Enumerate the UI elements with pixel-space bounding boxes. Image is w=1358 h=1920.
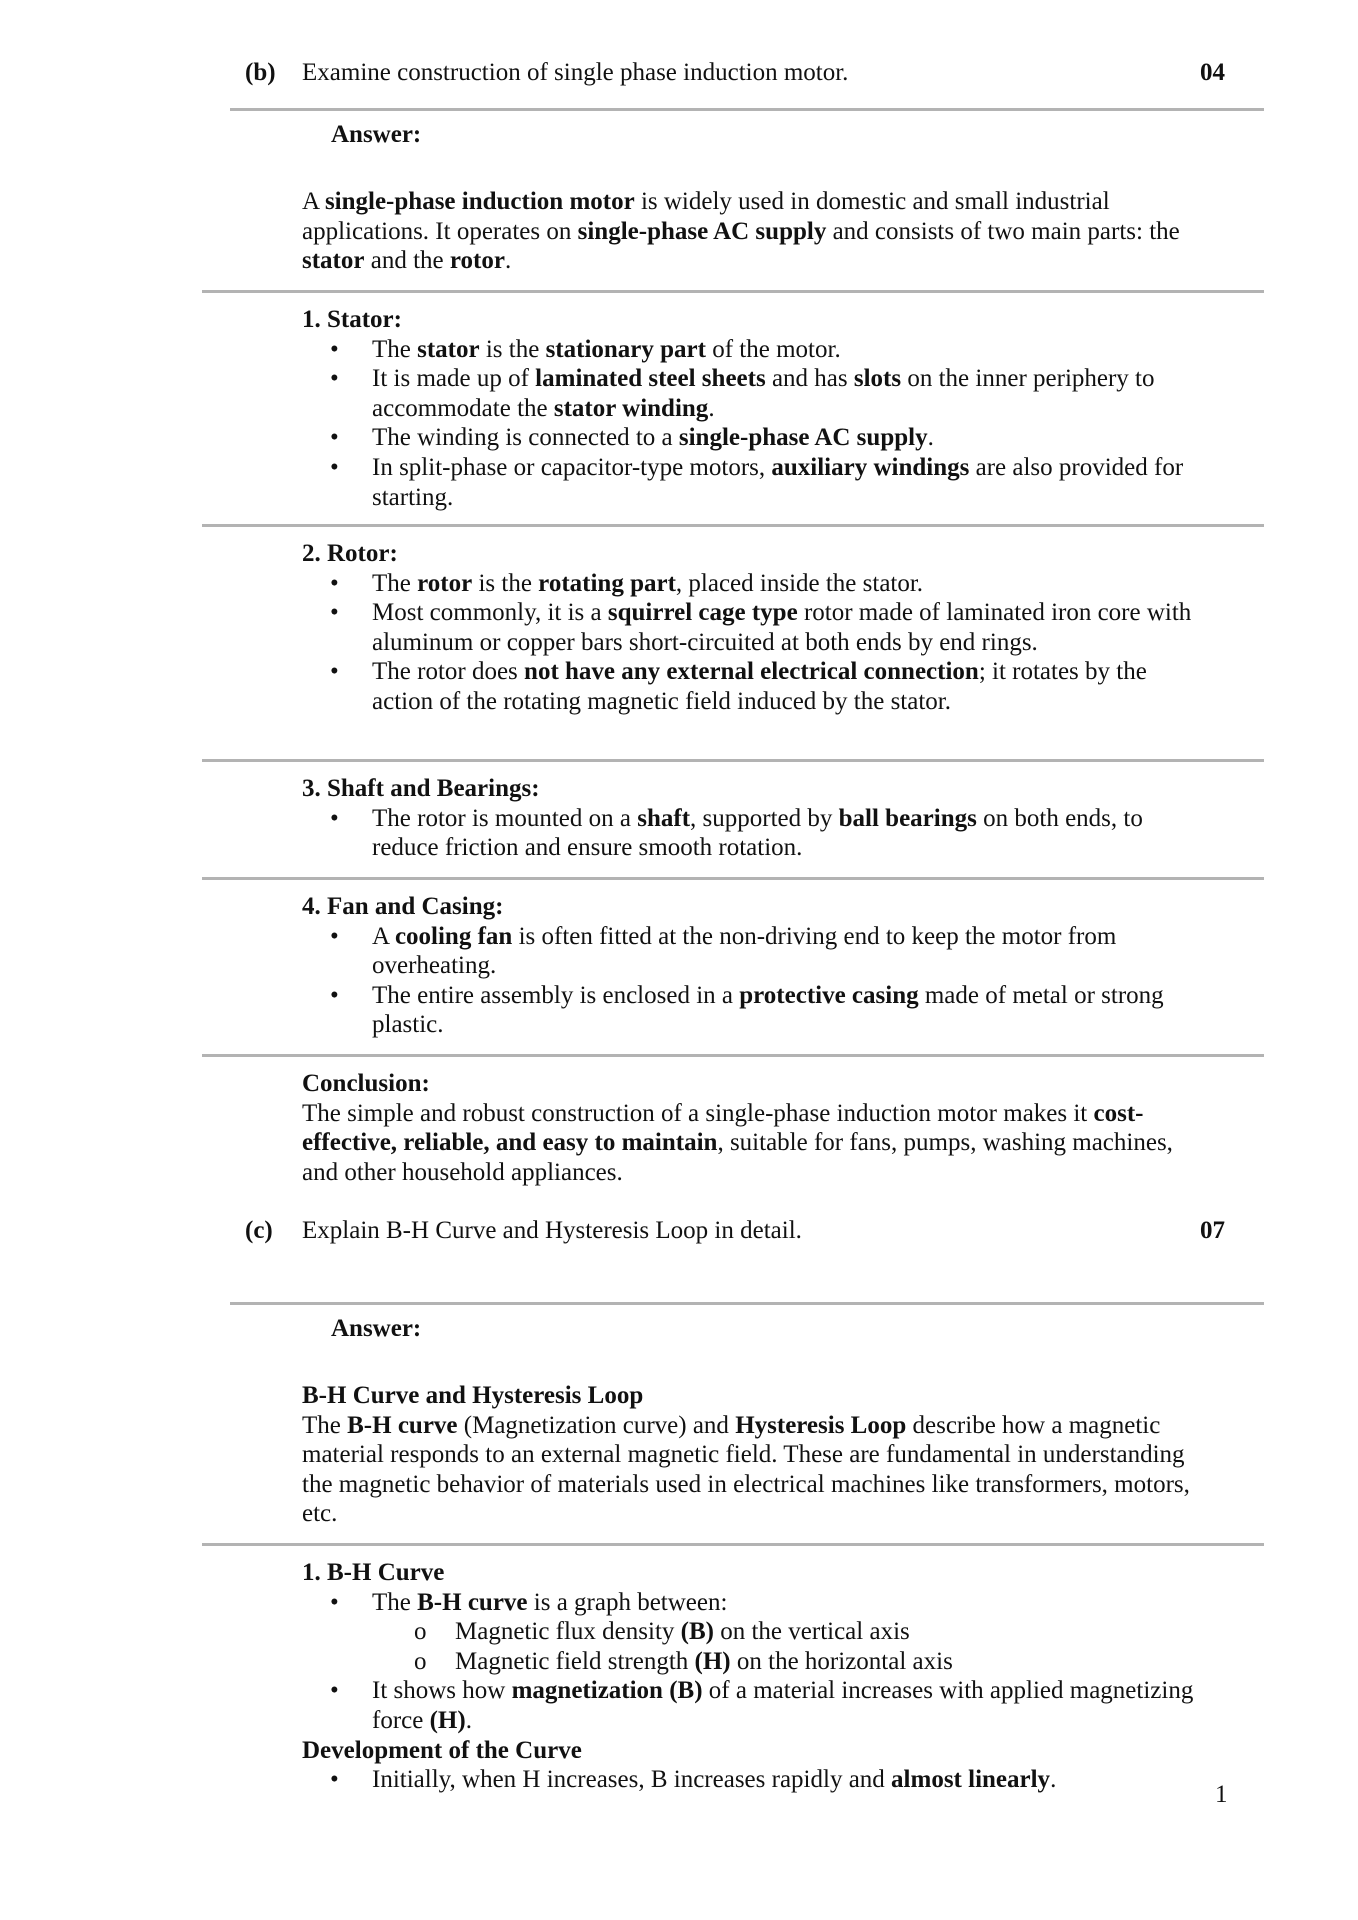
- bullet-list: [302, 922, 1202, 1040]
- bullet-list: [302, 1676, 1202, 1735]
- section-stator: [302, 305, 1202, 512]
- divider: [230, 1302, 1264, 1305]
- subsection-heading: Development of the Curve: [302, 1736, 582, 1764]
- section-heading: 1. Stator:: [302, 306, 402, 333]
- bh-intro-text: The B-H curve (Magnetization curve) and Hysteresis Loop describe how a magnetic material responds to an external magnetic field. These are fundamental in understanding the magnetic behavior of materials used in electrical machines like transformers, motors, etc.: [302, 1411, 1190, 1528]
- list-item: • The winding is connected to a single-phase AC supply.: [302, 423, 1202, 453]
- section-conclusion: [302, 1069, 1202, 1187]
- bullet-list: [302, 1765, 1202, 1795]
- question-text: Explain B-H Curve and Hysteresis Loop in detail.: [302, 1217, 802, 1244]
- bullet-list: [302, 804, 1202, 863]
- section-heading: 4. Fan and Casing:: [302, 893, 504, 920]
- question-text: Examine construction of single phase induction motor.: [302, 59, 849, 86]
- list-item: • The stator is the stationary part of the motor.: [302, 335, 1202, 365]
- list-item: • It shows how magnetization (B) of a material increases with applied magnetizing force (H).: [302, 1676, 1202, 1735]
- answer-label: Answer:: [331, 121, 422, 148]
- list-item: • The rotor does not have any external electrical connection; it rotates by the action of the rotating magnetic field induced by the stator.: [302, 657, 1202, 716]
- bullet-list: [302, 569, 1202, 717]
- section-heading: B-H Curve and Hysteresis Loop: [302, 1382, 644, 1409]
- list-item: • A cooling fan is often fitted at the non-driving end to keep the motor from overheating.: [302, 922, 1202, 981]
- question-marks: 07: [1200, 1217, 1225, 1244]
- divider: [202, 290, 1264, 293]
- divider: [202, 759, 1264, 762]
- list-item: • It is made up of laminated steel sheets and has slots on the inner periphery to accommodate the stator winding.: [302, 364, 1202, 423]
- question-label: (c): [245, 1217, 273, 1244]
- section-bh-intro: [302, 1381, 1202, 1529]
- intro-text: A single-phase induction motor is widely used in domestic and small industrial applications. It operates on single-phase AC supply and consists of two main parts: the stator and the rotor.: [302, 188, 1180, 275]
- section-rotor: [302, 539, 1202, 717]
- list-item: • The B-H curve is a graph between:: [302, 1588, 1202, 1618]
- list-item: • Most commonly, it is a squirrel cage type rotor made of laminated iron core with aluminum or copper bars short-circuited at both ends by end rings.: [302, 598, 1202, 657]
- divider: [230, 108, 1264, 111]
- section-heading: 2. Rotor:: [302, 540, 398, 567]
- section-fan: [302, 892, 1202, 1040]
- page-number: 1: [1215, 1781, 1228, 1808]
- intro-paragraph: [302, 187, 1202, 276]
- divider: [202, 1543, 1264, 1546]
- answer-label: Answer:: [331, 1315, 422, 1342]
- list-item: • The rotor is mounted on a shaft, supported by ball bearings on both ends, to reduce friction and ensure smooth rotation.: [302, 804, 1202, 863]
- question-marks: 04: [1200, 59, 1225, 86]
- section-heading: Conclusion:: [302, 1070, 430, 1097]
- list-item: • In split-phase or capacitor-type motors, auxiliary windings are also provided for starting.: [302, 453, 1202, 512]
- divider: [202, 1054, 1264, 1057]
- sub-list-item: o Magnetic field strength (H) on the horizontal axis: [302, 1647, 1202, 1677]
- list-item: • The entire assembly is enclosed in a protective casing made of metal or strong plastic.: [302, 981, 1202, 1040]
- section-heading: 1. B-H Curve: [302, 1559, 445, 1586]
- bullet-list: [302, 335, 1202, 513]
- conclusion-text: The simple and robust construction of a single-phase induction motor makes it cost-effective, reliable, and easy to maintain, suitable for fans, pumps, washing machines, and other household appliances.: [302, 1099, 1173, 1186]
- bullet-list: [302, 1588, 1202, 1618]
- section-bh-curve: [302, 1558, 1202, 1795]
- list-item: • Initially, when H increases, B increases rapidly and almost linearly.: [302, 1765, 1202, 1795]
- divider: [202, 524, 1264, 527]
- section-heading: 3. Shaft and Bearings:: [302, 775, 540, 802]
- sub-list-item: o Magnetic flux density (B) on the vertical axis: [302, 1617, 1202, 1647]
- list-item: • The rotor is the rotating part, placed inside the stator.: [302, 569, 1202, 599]
- sub-list: [302, 1617, 1202, 1676]
- section-shaft: [302, 774, 1202, 863]
- question-label: (b): [245, 59, 276, 86]
- divider: [202, 877, 1264, 880]
